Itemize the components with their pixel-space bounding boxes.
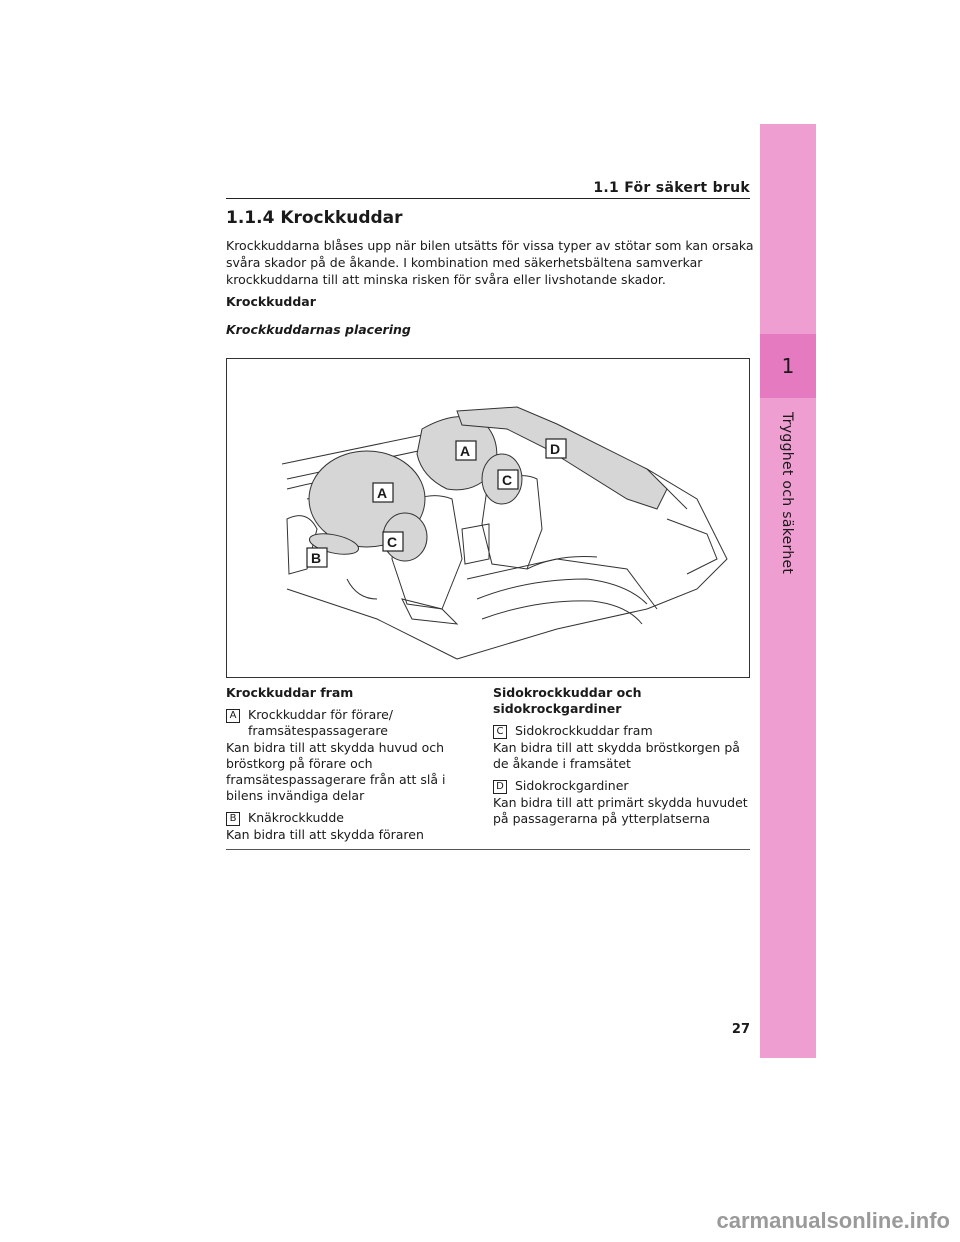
svg-text:A: A <box>377 485 388 501</box>
item-description: Kan bidra till att skydda bröstkorgen på de åkande i framsätet <box>493 740 740 771</box>
item-label: Krockkuddar för förare/ framsätespassagerare <box>248 707 394 738</box>
front-airbags-column <box>226 685 486 849</box>
chapter-side-tab <box>760 124 816 1058</box>
letter-badge: B <box>226 812 240 826</box>
item-description: Kan bidra till att skydda huvud och bröstkorg på förare och framsätespassagerare från att slå i bilens invändiga delar <box>226 740 446 803</box>
front-airbags-title: Krockkuddar fram <box>226 685 354 700</box>
callout-a-passenger <box>456 441 476 460</box>
callout-a-driver <box>373 483 393 502</box>
svg-text:B: B <box>311 550 322 566</box>
item-label: Sidokrockkuddar fram <box>515 723 653 738</box>
letter-badge: C <box>493 725 507 739</box>
side-airbags-column <box>493 685 753 833</box>
page-number: 27 <box>731 1022 750 1037</box>
callout-d-curtain <box>546 439 566 458</box>
item-description: Kan bidra till att primärt skydda huvudet på passagerarna på ytterplatserna <box>493 795 748 826</box>
list-item <box>493 778 753 827</box>
svg-text:D: D <box>550 441 561 457</box>
subheading-placement: Krockkuddarnas placering <box>226 322 411 337</box>
item-label: Knäkrockkudde <box>248 810 344 825</box>
chapter-title-text: Trygghet och säkerhet <box>779 412 795 575</box>
list-item <box>493 723 753 772</box>
header-divider <box>226 198 750 199</box>
list-item <box>226 707 486 804</box>
chapter-number: 1 <box>760 334 816 398</box>
chapter-title <box>760 412 816 582</box>
bottom-divider <box>226 849 750 850</box>
running-header: 1.1 För säkert bruk <box>593 180 750 196</box>
subheading: Krockkuddar <box>226 294 316 309</box>
list-item <box>226 810 486 843</box>
item-description: Kan bidra till att skydda föraren <box>226 827 424 842</box>
side-airbags-title: Sidokrockkuddar och sidokrockgardiner <box>493 685 642 716</box>
watermark: carmanualsonline.info <box>716 1208 950 1233</box>
letter-badge: A <box>226 709 240 723</box>
svg-text:C: C <box>387 534 398 550</box>
intro-paragraph: Krockkuddarna blåses upp när bilen utsätts för vissa typer av stötar som kan orsaka svåra skador på de åkande. I kombination med säkerhetsbältena samverkar krockkuddarna till att minska risken för svåra eller livshotande skador. <box>226 238 754 287</box>
svg-text:A: A <box>460 443 471 459</box>
section-heading: 1.1.4 Krockkuddar <box>226 208 403 228</box>
car-interior-drawing <box>227 359 749 677</box>
letter-badge: D <box>493 780 507 794</box>
callout-b-knee <box>307 548 327 567</box>
callout-c-passenger-side <box>498 470 518 489</box>
svg-text:C: C <box>502 472 513 488</box>
airbag-illustration <box>226 358 750 678</box>
item-label: Sidokrockgardiner <box>515 778 629 793</box>
callout-c-driver-side <box>383 532 403 551</box>
